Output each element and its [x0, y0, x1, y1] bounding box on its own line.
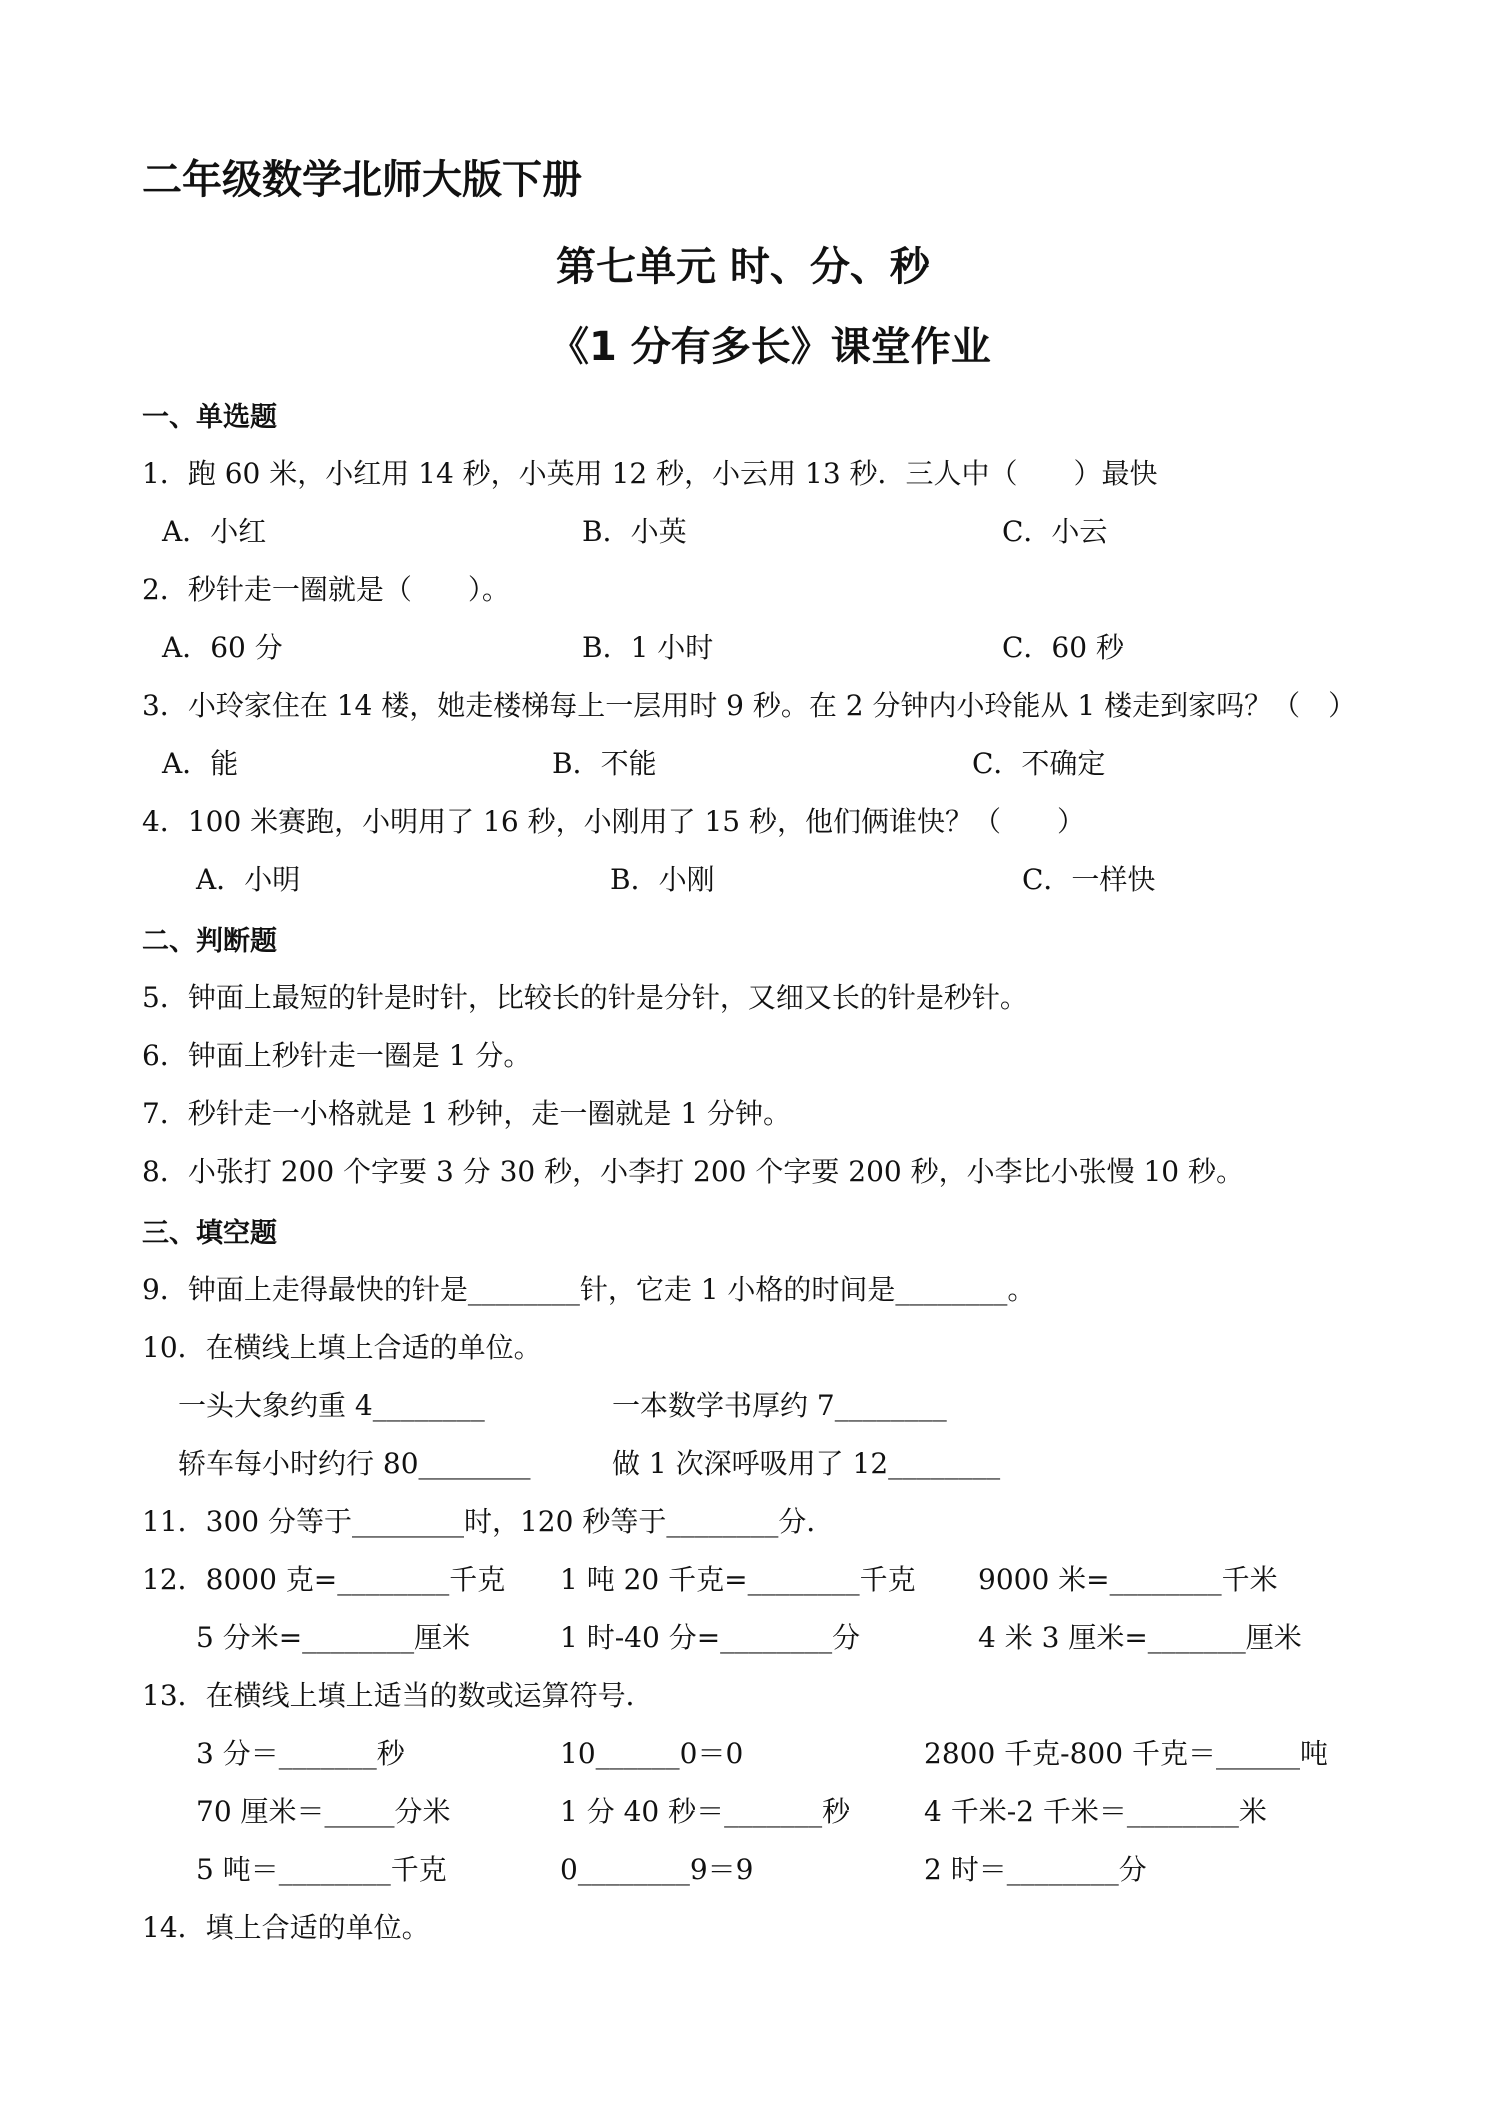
question-13-item: 4 千米-2 千米＝________米	[924, 1795, 1267, 1828]
question-13-stem: 13．在横线上填上适当的数或运算符号．	[142, 1679, 654, 1712]
question-4-stem: 4．100 米赛跑，小明用了 16 秒，小刚用了 15 秒，他们俩谁快？（ ）	[142, 805, 1086, 838]
question-12-item: 1 吨 20 千克=________千克	[560, 1563, 916, 1596]
question-13-item: 0________9＝9	[560, 1853, 754, 1886]
question-10-stem: 10．在横线上填上合适的单位。	[142, 1331, 542, 1364]
question-8: 8．小张打 200 个字要 3 分 30 秒，小李打 200 个字要 200 秒，小李比小张慢 10 秒。	[142, 1155, 1245, 1188]
question-12-item: 9000 米=________千米	[978, 1563, 1278, 1596]
question-2-stem: 2．秒针走一圈就是（ ）。	[142, 573, 510, 606]
question-12-item: 1 时-40 分=________分	[560, 1621, 861, 1654]
section-heading-single-choice: 一、单选题	[142, 402, 277, 433]
question-2-option-b: B．1 小时	[582, 631, 714, 664]
question-1-option-c: C．小云	[1002, 515, 1108, 548]
question-13-item: 2800 千克-800 千克＝______吨	[924, 1737, 1328, 1770]
question-10-item: 做 1 次深呼吸用了 12________	[612, 1447, 1001, 1480]
question-3-stem: 3．小玲家住在 14 楼，她走楼梯每上一层用时 9 秒。在 2 分钟内小玲能从 1 楼走到家吗？（ ）	[142, 689, 1357, 722]
question-13-item: 10______0＝0	[560, 1737, 744, 1770]
document-header: 二年级数学北师大版下册	[142, 157, 582, 203]
lesson-title: 《1 分有多长》课堂作业	[549, 324, 991, 370]
question-9: 9．钟面上走得最快的针是________针，它走 1 小格的时间是________。	[142, 1273, 1036, 1306]
question-10-item: 一本数学书厚约 7________	[612, 1389, 947, 1422]
question-12-item: 5 分米=________厘米	[196, 1621, 471, 1654]
question-12-item: 4 米 3 厘米=_______厘米	[978, 1621, 1302, 1654]
question-7: 7．秒针走一小格就是 1 秒钟，走一圈就是 1 分钟。	[142, 1097, 792, 1130]
question-4-option-a: A．小明	[196, 863, 301, 896]
question-4-option-b: B．小刚	[610, 863, 715, 896]
section-heading-true-false: 二、判断题	[142, 926, 277, 957]
question-3-option-a: A．能	[162, 747, 239, 780]
question-1-stem: 1．跑 60 米，小红用 14 秒，小英用 12 秒，小云用 13 秒．三人中（ ）最快	[142, 457, 1158, 490]
question-2-option-a: A．60 分	[162, 631, 283, 664]
question-10-item: 轿车每小时约行 80________	[178, 1447, 531, 1480]
question-11: 11．300 分等于________时，120 秒等于________分．	[142, 1505, 835, 1538]
question-3-option-c: C．不确定	[972, 747, 1106, 780]
question-13-item: 1 分 40 秒＝_______秒	[560, 1795, 851, 1828]
question-13-item: 3 分＝_______秒	[196, 1737, 405, 1770]
question-13-item: 2 时＝________分	[924, 1853, 1147, 1886]
question-6: 6．钟面上秒针走一圈是 1 分。	[142, 1039, 532, 1072]
question-2-option-c: C．60 秒	[1002, 631, 1124, 664]
question-3-option-b: B．不能	[552, 747, 657, 780]
section-heading-fill-in: 三、填空题	[142, 1218, 277, 1249]
question-12-item: 12．8000 克=________千克	[142, 1563, 506, 1596]
question-1-option-b: B．小英	[582, 515, 687, 548]
question-13-item: 70 厘米＝_____分米	[196, 1795, 451, 1828]
question-14-stem: 14．填上合适的单位。	[142, 1911, 430, 1944]
question-13-item: 5 吨＝________千克	[196, 1853, 447, 1886]
question-4-option-c: C．一样快	[1022, 863, 1156, 896]
unit-title: 第七单元 时、分、秒	[556, 244, 930, 290]
question-5: 5．钟面上最短的针是时针，比较长的针是分针，又细又长的针是秒针。	[142, 981, 1028, 1014]
question-1-option-a: A．小红	[162, 515, 267, 548]
question-10-item: 一头大象约重 4________	[178, 1389, 485, 1422]
